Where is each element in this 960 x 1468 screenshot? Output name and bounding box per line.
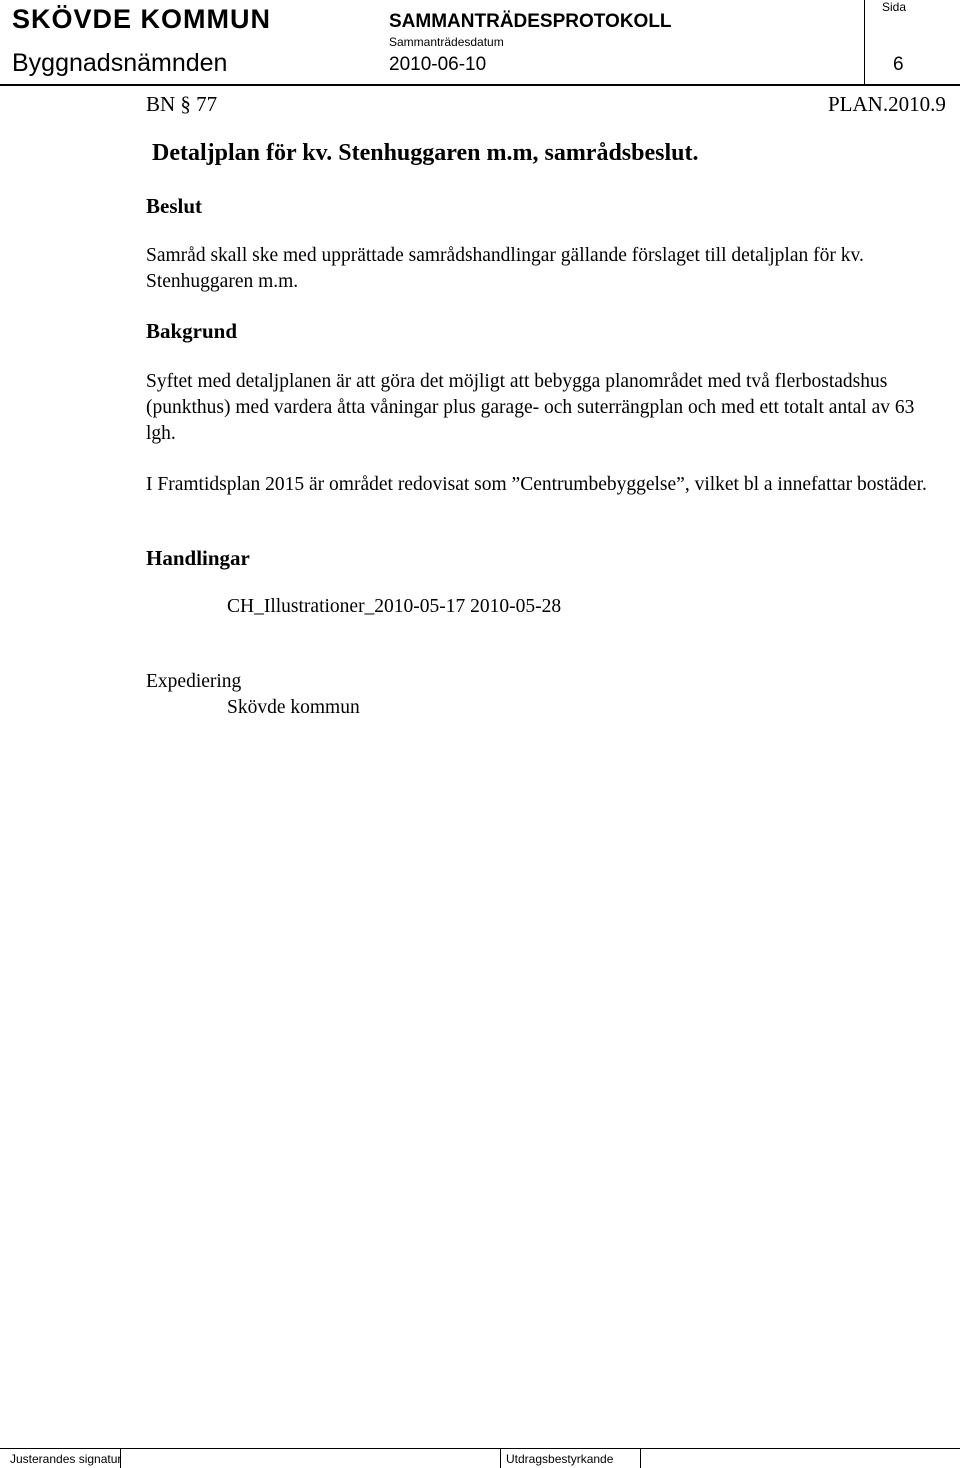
- expediering-recipient: Skövde kommun: [227, 697, 360, 718]
- header-rule: [0, 84, 960, 86]
- bakgrund-paragraph-1: Syftet med detaljplanen är att göra det möjligt att bebygga planområdet med två flerbostadshus (punkthus) med vardera åtta våningar plus garage- och suterrängplan och med ett totalt antal av 63 lgh.: [146, 371, 915, 444]
- handling-item: CH_Illustrationer_2010-05-17 2010-05-28: [227, 596, 562, 617]
- paragraph-id: BN § 77: [146, 92, 218, 116]
- committee-name: Byggnadsnämnden: [12, 49, 228, 77]
- extract-certification-label: Utdragsbestyrkande: [506, 1452, 614, 1466]
- organization-name: SKÖVDE KOMMUN: [12, 4, 272, 34]
- document-title: Detaljplan för kv. Stenhuggaren m.m, samrådsbeslut.: [152, 140, 699, 166]
- header-divider: [864, 0, 865, 84]
- meeting-date-label: Sammanträdesdatum: [389, 35, 504, 49]
- reference-number: PLAN.2010.9: [828, 92, 946, 116]
- section-heading-handlingar: Handlingar: [146, 546, 250, 570]
- signature-label: Justerandes signatur: [10, 1452, 122, 1466]
- bakgrund-paragraph-2: I Framtidsplan 2015 är området redovisat som ”Centrumbebyggelse”, vilket bl a innefattar bostäder.: [146, 474, 927, 495]
- expediering-label: Expediering: [146, 671, 242, 692]
- page-number: 6: [893, 54, 904, 75]
- page-label: Sida: [882, 0, 907, 14]
- beslut-text: Samråd skall ske med upprättade samrådshandlingar gällande förslaget till detaljplan för kv. Stenhuggaren m.m.: [146, 245, 864, 292]
- footer-divider: [500, 1448, 501, 1468]
- footer-rule: [0, 1448, 960, 1449]
- section-heading-beslut: Beslut: [146, 194, 203, 218]
- meeting-date: 2010-06-10: [389, 54, 487, 75]
- footer-divider: [640, 1448, 641, 1468]
- document-type: SAMMANTRÄDESPROTOKOLL: [389, 11, 672, 32]
- section-heading-bakgrund: Bakgrund: [146, 319, 238, 343]
